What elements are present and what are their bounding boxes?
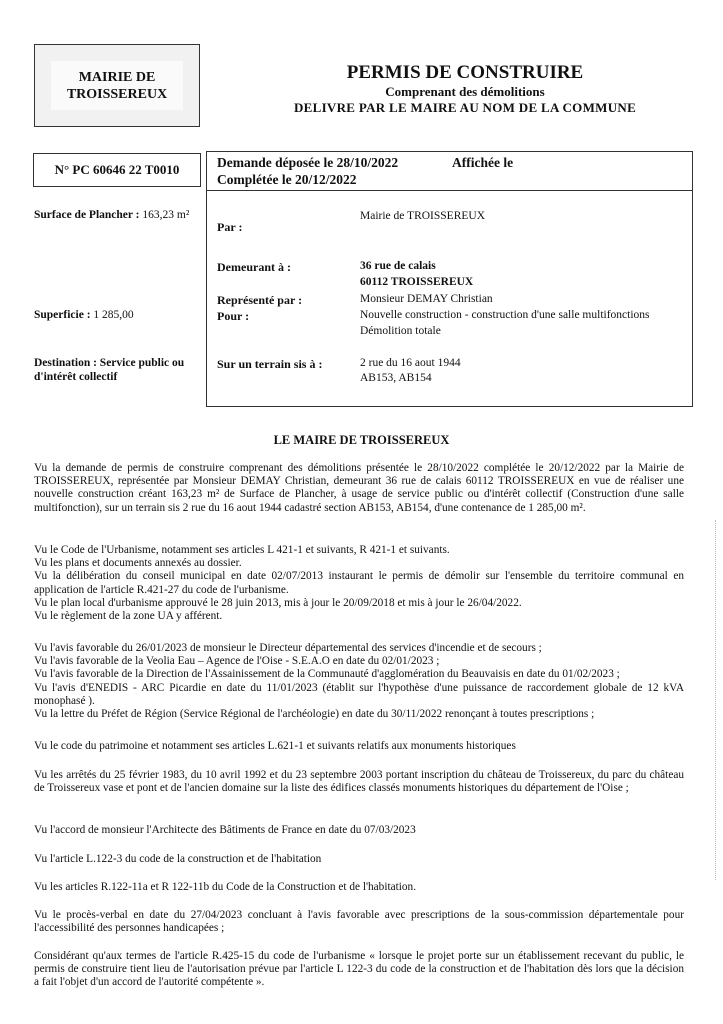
vu-deliberation: Vu la délibération du conseil municipal en date 02/07/2013 instaurant le permis de démolir sur l'ensemble du territoire communal en application de l'article R.421-27 du code de l'urbanisme. — [34, 570, 684, 596]
demande-completee: Complétée le 20/12/2022 — [217, 172, 357, 187]
pour-line2: Démolition totale — [360, 325, 441, 337]
terrain-label: Sur un terrain sis à : — [217, 357, 323, 371]
mairie-label — [51, 61, 183, 110]
surface-plancher — [34, 209, 189, 221]
application-info-box — [206, 151, 693, 407]
pour-line1: Nouvelle construction - construction d'une salle multifonctions — [360, 309, 650, 321]
permit-number: N° PC 60646 22 T0010 — [54, 162, 180, 177]
vu-reglement: Vu le règlement de la zone UA y afférent. — [34, 610, 223, 623]
permit-number-box — [33, 153, 201, 187]
represente-label: Représenté par : — [217, 293, 303, 307]
vu-article-l122: Vu l'article L.122-3 du code de la construction et de l'habitation — [34, 853, 322, 865]
demande-deposee: Demande déposée le 28/10/2022 — [217, 155, 399, 170]
superficie — [34, 309, 134, 321]
vu-code-urbanisme: Vu le Code de l'Urbanisme, notamment ses articles L 421-1 et suivants, R 421-1 et suivants. — [34, 544, 450, 556]
par-value: Mairie de TROISSEREUX — [360, 210, 486, 222]
section-title: LE MAIRE DE TROISSEREUX — [273, 433, 450, 447]
considerant: Considérant qu'aux termes de l'article R.425-15 du code de l'urbanisme « lorsque le projet porte sur un établissement recevant du public, le permis de construire tient lieu de l'autorisation prévue par l'article L 122-3 du code de la construction et de l'habitation dès lors que la décision a fait l'objet d'un accord de l'autorité compétente ». — [34, 950, 684, 989]
box-divider — [207, 190, 692, 191]
destination — [34, 356, 184, 384]
represente-value: Monsieur DEMAY Christian — [360, 293, 493, 305]
surface-label: Surface de Plancher : — [34, 209, 140, 221]
avis-veolia: Vu l'avis favorable de la Veolia Eau – Agence de l'Oise - S.E.A.O en date du 02/01/2023 ; — [34, 655, 440, 668]
demande-affichee: Affichée le — [452, 155, 514, 170]
para-demande-text: Vu la demande de permis de construire comprenant des démolitions présentée le 28/10/2022 complétée le 20/12/2022 par la Mairie de TROISSEREUX, représentée par Monsieur DEMAY Christian, demeurant 36 rue de calais 60112 TROISSEREUX en vue de réaliser une nouvelle construction créant 163,23 m² de Surface de Plancher, à usage de service public ou d'intérêt collectif (Construction d'une salle multifonction), sur un terrain sis 2 rue du 16 aout 1944 cadastré section AB153, AB154, d'une contenance de 1 285,00 m². — [34, 462, 684, 514]
superficie-value: 1 285,00 — [93, 309, 134, 321]
avis-assainissement: Vu l'avis favorable de la Direction de l'Assainissement de la Communauté d'agglomération du Beauvaisis en date du 01/02/2023 ; — [34, 668, 620, 681]
avis-prefet: Vu la lettre du Préfet de Région (Service Régional de l'archéologie) en date du 30/11/2022 renonçant à toutes prescriptions ; — [34, 708, 595, 721]
delivery-line: DELIVRE PAR LE MAIRE AU NOM DE LA COMMUNE — [293, 100, 637, 115]
document-title: PERMIS DE CONSTRUIRE — [346, 62, 584, 83]
avis-sdis: Vu l'avis favorable du 26/01/2023 de monsieur le Directeur départemental des services d'incendie et de secours ; — [34, 642, 542, 654]
destination-line2: d'intérêt collectif — [34, 371, 118, 383]
vu-arretes: Vu les arrêtés du 25 février 1983, du 10 avril 1992 et du 23 septembre 2003 portant inscription du château de Troissereux, du parc du château de Troissereux vase et pont et de l'ancien domaine sur la liste des édifices classés monuments historiques du département de l'Oise ; — [34, 769, 684, 795]
vu-block-urbanisme — [34, 544, 684, 623]
mairie-box — [34, 44, 200, 127]
mairie-line1: MAIRIE DE — [78, 69, 156, 85]
demeurant-line2: 60112 TROISSEREUX — [360, 276, 474, 288]
terrain-line2: AB153, AB154 — [360, 372, 432, 384]
vu-proces-verbal: Vu le procès-verbal en date du 27/04/2023 concluant à l'avis favorable avec prescriptions de la sous-commission départementale pour l'accessibilité des personnes handicapées ; — [34, 909, 684, 935]
document-subtitle: Comprenant des démolitions — [385, 84, 545, 99]
vu-plans: Vu les plans et documents annexés au dossier. — [34, 557, 242, 570]
terrain-line1: 2 rue du 16 aout 1944 — [360, 357, 461, 369]
scan-edge-mark — [715, 520, 717, 880]
par-label: Par : — [217, 220, 243, 234]
superficie-label: Superficie : — [34, 309, 91, 321]
destination-line1: Destination : Service public ou — [34, 357, 185, 369]
vu-articles-r122: Vu les articles R.122-11a et R 122-11b du Code de la Construction et de l'habitation. — [34, 881, 417, 893]
document-header — [230, 62, 700, 116]
vu-plu: Vu le plan local d'urbanisme approuvé le 28 juin 2013, mis à jour le 20/09/2018 et mis à jour le 26/04/2022. — [34, 596, 522, 609]
vu-code-patrimoine: Vu le code du patrimoine et notamment ses articles L.621-1 et suivants relatifs aux monuments historiques — [34, 740, 516, 752]
vu-accord-abf: Vu l'accord de monsieur l'Architecte des Bâtiments de France en date du 07/03/2023 — [34, 824, 416, 836]
demeurant-label: Demeurant à : — [217, 260, 291, 274]
surface-value: 163,23 m² — [142, 209, 190, 221]
vu-block-avis — [34, 642, 684, 721]
avis-enedis: Vu l'avis d'ENEDIS - ARC Picardie en date du 11/01/2023 (établit sur l'hypothèse d'une puissance de raccordement globale de 12 kVA monophasé ). — [34, 681, 684, 707]
demeurant-line1: 36 rue de calais — [360, 260, 436, 272]
mairie-line2: TROISSEREUX — [66, 86, 168, 102]
pour-label: Pour : — [217, 309, 250, 323]
paragraph-demande — [34, 462, 684, 515]
